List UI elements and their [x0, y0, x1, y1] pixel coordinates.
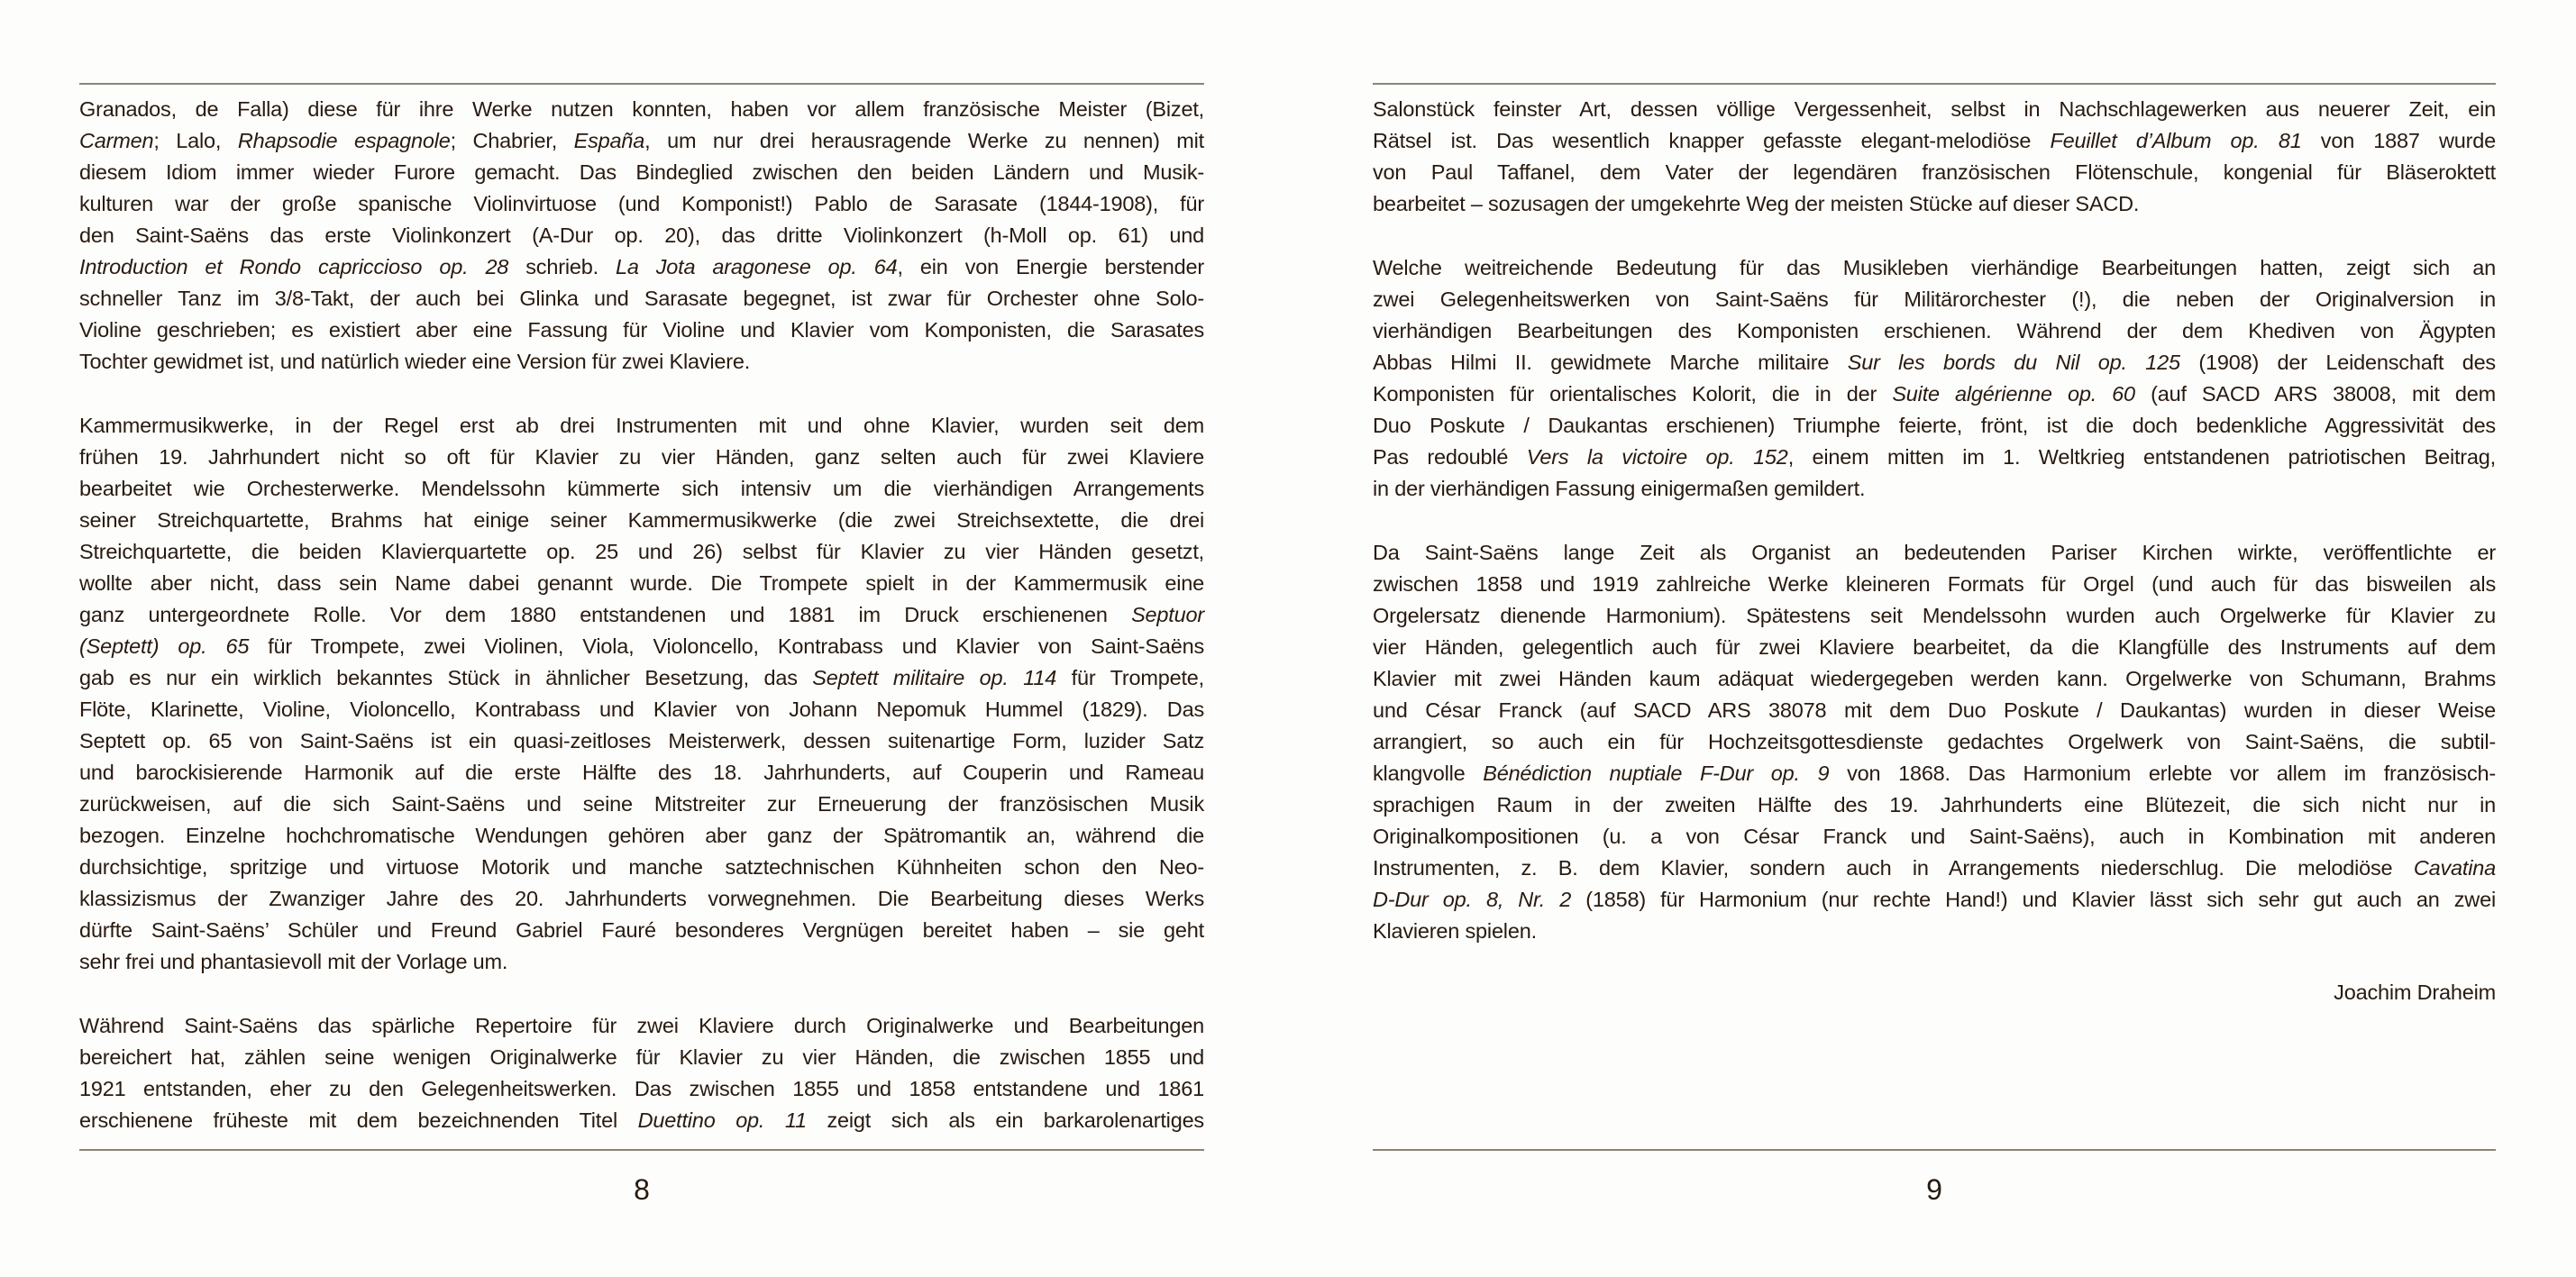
page-number: 9	[1926, 1173, 1942, 1206]
text-line: schneller Tanz im 3/8-Takt, der auch bei Glinka und Sarasate begegnet, ist zwar für Orchester ohne Solo-	[79, 287, 1204, 310]
text-line: Komponisten für orientalisches Kolorit, die in der Suite algérienne op. 60 (auf SACD ARS 38008, mit dem	[1373, 382, 2496, 406]
text-line: zwischen 1858 und 1919 zahlreiche Werke kleineren Formats für Orgel (und auch für das bisweilen als	[1373, 572, 2496, 596]
text-line: Abbas Hilmi II. gewidmete Marche militaire Sur les bords du Nil op. 125 (1908) der Leidenschaft des	[1373, 351, 2496, 374]
bottom-divider	[1373, 1149, 2496, 1151]
text-line: kulturen war der große spanische Violinvirtuose (und Komponist!) Pablo de Sarasate (1844-1908), für	[79, 192, 1204, 215]
text-line: Septett op. 65 von Saint-Saëns ist ein quasi-zeitloses Meisterwerk, dessen suitenartige Form, luzider Satz	[79, 729, 1204, 753]
text-line: frühen 19. Jahrhundert nicht so oft für Klavier zu vier Händen, ganz selten auch für zwei Klaviere	[79, 445, 1204, 469]
text-line: Instrumenten, z. B. dem Klavier, sondern auch in Arrangements niederschlug. Die melodiöse Cavatina	[1373, 856, 2496, 880]
text-line: Salonstück feinster Art, dessen völlige Vergessenheit, selbst in Nachschlagewerken aus neuerer Zeit, ein	[1373, 97, 2496, 121]
top-divider	[79, 83, 1204, 85]
paragraph	[79, 94, 1204, 378]
text-line: und César Franck (auf SACD ARS 38078 mit dem Duo Poskute / Daukantas) wurden in dieser Weise	[1373, 698, 2496, 722]
text-line: Introduction et Rondo capriccioso op. 28 schrieb. La Jota aragonese op. 64, ein von Energie berstender	[79, 255, 1204, 278]
text-line: Klavier mit zwei Händen kaum adäquat wiedergegeben werden kann. Orgelwerke von Schumann, Brahms	[1373, 667, 2496, 690]
text-line: Während Saint-Saëns das spärliche Repertoire für zwei Klaviere durch Originalwerke und Bearbeitungen	[79, 1014, 1204, 1037]
text-line: bereichert hat, zählen seine wenigen Originalwerke für Klavier zu vier Händen, die zwischen 1855 und	[79, 1045, 1204, 1069]
text-line: Kammermusikwerke, in der Regel erst ab drei Instrumenten mit und ohne Klavier, wurden seit dem	[79, 414, 1204, 437]
text-line: Welche weitreichende Bedeutung für das Musikleben vierhändige Bearbeitungen hatten, zeigt sich an	[1373, 256, 2496, 279]
top-divider	[1373, 83, 2496, 85]
bottom-divider	[79, 1149, 1204, 1151]
booklet-page-left	[79, 0, 1204, 1277]
text-line: arrangiert, so auch ein für Hochzeitsgottesdienste gedachtes Orgelwerk von Saint-Saëns, die subtil-	[1373, 730, 2496, 753]
text-line: vierhändigen Bearbeitungen des Komponisten erschienen. Während der dem Khediven von Ägypten	[1373, 319, 2496, 342]
text-line: seiner Streichquartette, Brahms hat einige seiner Kammermusikwerke (die zwei Streichsextette, die drei	[79, 508, 1204, 532]
text-line: und barockisierende Harmonik auf die erste Hälfte des 18. Jahrhunderts, auf Couperin und Rameau	[79, 761, 1204, 784]
text-line: durchsichtige, spritzige und virtuose Motorik und manche satztechnischen Kühnheiten schon den Neo-	[79, 855, 1204, 879]
text-line: Duo Poskute / Daukantas erschienen) Triumphe feierte, frönt, ist die doch bedenkliche Aggressivität des	[1373, 414, 2496, 437]
paragraph	[1373, 252, 2496, 505]
text-line: ganz untergeordnete Rolle. Vor dem 1880 entstandenen und 1881 im Druck erschienenen Septuor	[79, 603, 1204, 626]
text-line: Pas redoublé Vers la victoire op. 152, einem mitten im 1. Weltkrieg entstandenen patriotischen Beitrag,	[1373, 445, 2496, 469]
text-line: Tochter gewidmet ist, und natürlich wieder eine Version für zwei Klaviere.	[79, 350, 751, 373]
text-line: den Saint-Saëns das erste Violinkonzert (A-Dur op. 20), das dritte Violinkonzert (h-Moll op. 61) und	[79, 223, 1204, 247]
text-line: D-Dur op. 8, Nr. 2 (1858) für Harmonium (nur rechte Hand!) und Klavier lässt sich sehr gut auch an zwei	[1373, 888, 2496, 911]
text-line: vier Händen, gelegentlich auch für zwei Klaviere bearbeitet, da die Klangfülle des Instruments auf dem	[1373, 635, 2496, 659]
text-line: Originalkompositionen (u. a von César Franck und Saint-Saëns), auch in Kombination mit anderen	[1373, 825, 2496, 848]
text-line: (Septett) op. 65 für Trompete, zwei Violinen, Viola, Violoncello, Kontrabass und Klavier von Saint-Saëns	[79, 634, 1204, 658]
text-line: 1921 entstanden, eher zu den Gelegenheitswerken. Das zwischen 1855 und 1858 entstandene und 1861	[79, 1077, 1204, 1100]
text-line: Klavieren spielen.	[1373, 919, 1537, 943]
paragraph	[79, 410, 1204, 978]
text-line: bezogen. Einzelne hochchromatische Wendungen gehören aber ganz der Spätromantik an, während die	[79, 824, 1204, 847]
page-number: 8	[634, 1173, 650, 1206]
text-line: dürfte Saint-Saëns’ Schüler und Freund Gabriel Fauré besonderes Vergnügen bereitet haben – sie geht	[79, 918, 1204, 942]
text-line: sprachigen Raum in der zweiten Hälfte des 19. Jahrhunderts eine Blütezeit, die sich nicht nur in	[1373, 793, 2496, 816]
text-line: Rätsel ist. Das wesentlich knapper gefasste elegant-melodiöse Feuillet d’Album op. 81 von 1887 wurde	[1373, 129, 2496, 152]
paragraph	[1373, 537, 2496, 947]
page-text	[1373, 94, 2496, 947]
text-line: in der vierhändigen Fassung einigermaßen gemildert.	[1373, 477, 1866, 500]
text-line: Granados, de Falla) diese für ihre Werke nutzen konnten, haben vor allem französische Meister (Bizet,	[79, 97, 1204, 121]
text-line: zurückweisen, auf die sich Saint-Saëns und seine Mitstreiter zur Erneuerung der französischen Musik	[79, 792, 1204, 816]
text-line: Flöte, Klarinette, Violine, Violoncello, Kontrabass und Klavier von Johann Nepomuk Hummel (1829). Das	[79, 698, 1204, 721]
text-line: klassizismus der Zwanziger Jahre des 20. Jahrhunderts vorwegnehmen. Die Bearbeitung dieses Werks	[79, 887, 1204, 910]
booklet-page-right	[1373, 0, 2496, 1277]
paragraph	[79, 1010, 1204, 1136]
paragraph	[1373, 94, 2496, 220]
text-line: gab es nur ein wirklich bekanntes Stück in ähnlicher Besetzung, das Septett militaire op. 114 für Trompete,	[79, 666, 1204, 689]
text-line: klangvolle Bénédiction nuptiale F-Dur op. 9 von 1868. Das Harmonium erlebte vor allem im französisch-	[1373, 762, 2496, 785]
text-line: zwei Gelegenheitswerken von Saint-Saëns für Militärorchester (!), die neben der Originalversion in	[1373, 287, 2496, 311]
text-line: von Paul Taffanel, dem Vater der legendären französischen Flötenschule, kongenial für Bläseroktett	[1373, 160, 2496, 184]
text-line: Violine geschrieben; es existiert aber eine Fassung für Violine und Klavier vom Komponisten, die Sarasates	[79, 318, 1204, 342]
text-line: Streichquartette, die beiden Klavierquartette op. 25 und 26) selbst für Klavier zu vier Händen gesetzt,	[79, 540, 1204, 563]
text-line: bearbeitet wie Orchesterwerke. Mendelssohn kümmerte sich intensiv um die vierhändigen Arrangements	[79, 477, 1204, 500]
text-line: sehr frei und phantasievoll mit der Vorlage um.	[79, 950, 508, 973]
text-line: Carmen; Lalo, Rhapsodie espagnole; Chabrier, España, um nur drei herausragende Werke zu nennen) mit	[79, 129, 1205, 152]
text-line: erschienene früheste mit dem bezeichnenden Titel Duettino op. 11 zeigt sich als ein barkarolenartiges	[79, 1108, 1204, 1132]
text-line: wollte aber nicht, dass sein Name dabei genannt wurde. Die Trompete spielt in der Kammermusik eine	[79, 571, 1204, 595]
text-line: Orgelersatz dienende Harmonium). Spätestens seit Mendelssohn wurden auch Orgelwerke für Klavier zu	[1373, 604, 2496, 627]
page-text	[79, 94, 1204, 1136]
text-line: bearbeitet – sozusagen der umgekehrte Weg der meisten Stücke auf dieser SACD.	[1373, 192, 2140, 215]
author-signature: Joachim Draheim	[2334, 981, 2496, 1004]
text-line: Da Saint-Saëns lange Zeit als Organist an bedeutenden Pariser Kirchen wirkte, veröffentlichte er	[1373, 541, 2496, 564]
text-line: diesem Idiom immer wieder Furore gemacht. Das Bindeglied zwischen den beiden Ländern und Musik-	[79, 160, 1204, 184]
